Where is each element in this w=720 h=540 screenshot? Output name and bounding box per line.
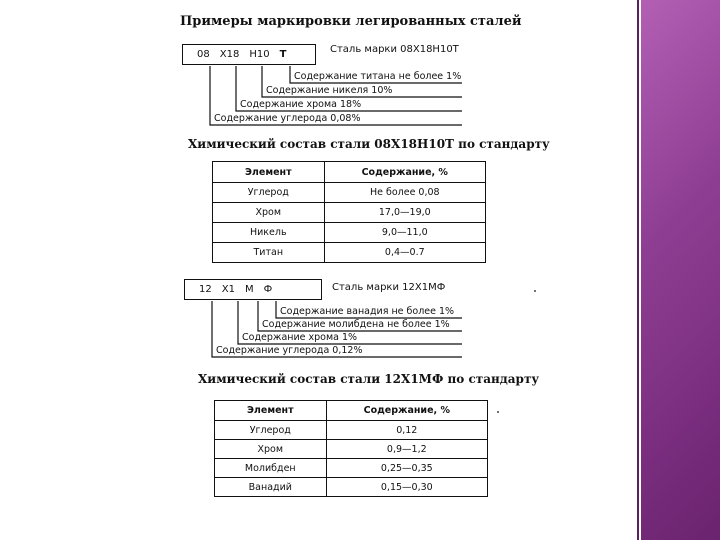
column-header: Содержание, % xyxy=(324,162,485,183)
table-heading-2: Химический состав стали 12Х1МФ по стандарту xyxy=(198,372,540,386)
content-cell: 0,4—0.7 xyxy=(324,243,485,263)
table-header-row xyxy=(215,401,488,421)
table-row xyxy=(215,478,488,497)
table-row xyxy=(215,459,488,478)
content-cell: 17,0—19,0 xyxy=(324,203,485,223)
element-cell: Молибден xyxy=(215,459,327,478)
steel-grade-label-2: Сталь марки 12Х1МФ xyxy=(332,282,446,293)
element-cell: Никель xyxy=(213,223,325,243)
column-header: Содержание, % xyxy=(326,401,487,421)
content-cell: 0,15—0,30 xyxy=(326,478,487,497)
code-part: 12 xyxy=(199,284,212,295)
content-cell: Не более 0,08 xyxy=(324,183,485,203)
code-part: Н10 xyxy=(249,49,270,60)
annotation-1: Содержание титана не более 1% xyxy=(294,71,462,82)
steel-grade-label-1: Сталь марки 08Х18Н10Т xyxy=(330,44,459,55)
stray-dot xyxy=(497,411,499,413)
column-header: Элемент xyxy=(213,162,325,183)
element-cell: Хром xyxy=(213,203,325,223)
annotation-2: Содержание никеля 10% xyxy=(266,85,393,96)
page-title: Примеры маркировки легированных сталей xyxy=(180,14,522,29)
code-part: 08 xyxy=(197,49,210,60)
code-part: Х18 xyxy=(219,49,240,60)
element-cell: Углерод xyxy=(215,421,327,440)
content-cell: 0,9—1,2 xyxy=(326,440,487,459)
table-heading-1: Химический состав стали 08Х18Н10Т по стандарту xyxy=(188,137,550,151)
code-part: Х1 xyxy=(221,284,235,295)
annotation-2: Содержание молибдена не более 1% xyxy=(262,319,450,330)
annotation-3: Содержание хрома 1% xyxy=(242,332,358,343)
table-row xyxy=(215,440,488,459)
annotation-4: Содержание углерода 0,12% xyxy=(216,345,363,356)
annotation-4: Содержание углерода 0,08% xyxy=(214,113,361,124)
element-cell: Хром xyxy=(215,440,327,459)
content-cell: 0,25—0,35 xyxy=(326,459,487,478)
annotation-1: Содержание ванадия не более 1% xyxy=(280,306,455,317)
content-cell: 0,12 xyxy=(326,421,487,440)
content-cell: 9,0—11,0 xyxy=(324,223,485,243)
table-row xyxy=(215,421,488,440)
element-cell: Титан xyxy=(213,243,325,263)
element-cell: Углерод xyxy=(213,183,325,203)
composition-table-2 xyxy=(214,400,488,497)
code-part: М xyxy=(244,284,254,295)
column-header: Элемент xyxy=(215,401,327,421)
annotation-3: Содержание хрома 18% xyxy=(240,99,362,110)
code-part: Т xyxy=(279,49,287,60)
element-cell: Ванадий xyxy=(215,478,327,497)
code-part: Ф xyxy=(263,284,273,295)
